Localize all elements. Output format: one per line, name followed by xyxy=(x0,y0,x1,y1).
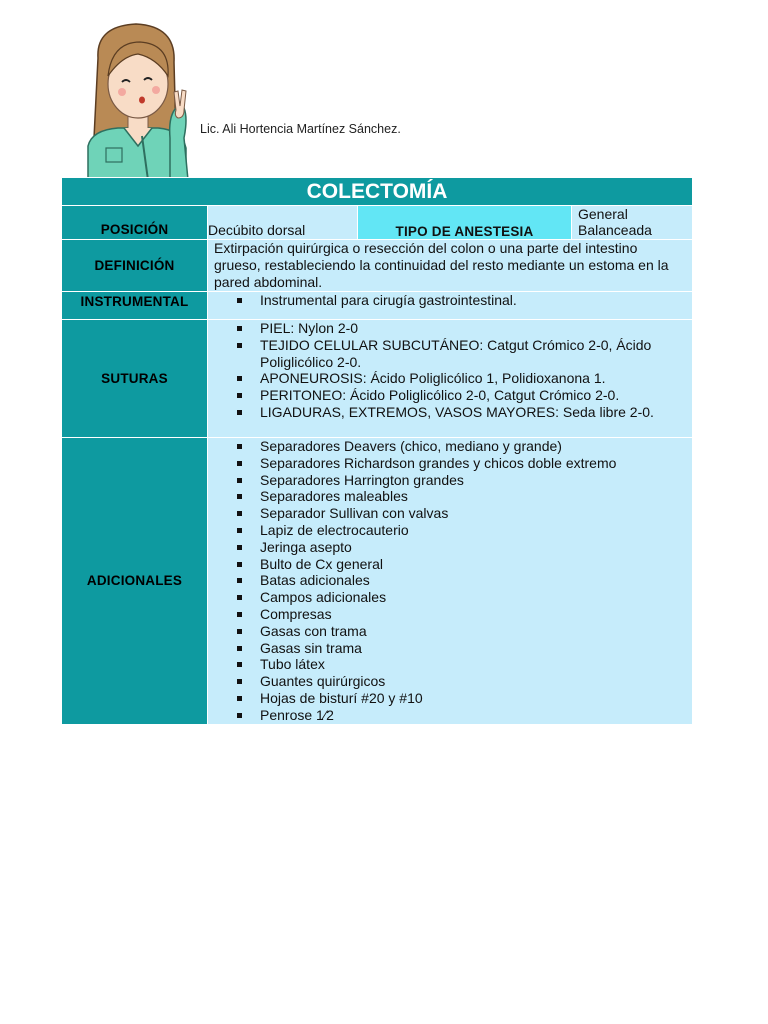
adicionales-row xyxy=(62,438,693,725)
list-item: Batas adicionales xyxy=(260,572,692,589)
list-item: Gasas con trama xyxy=(260,623,692,640)
list-item: PIEL: Nylon 2-0 xyxy=(260,320,682,337)
posicion-label: POSICIÓN xyxy=(62,206,208,240)
anestesia-label: TIPO DE ANESTESIA xyxy=(358,206,572,240)
procedure-table xyxy=(61,177,693,725)
adicionales-label: ADICIONALES xyxy=(62,438,208,725)
title-row xyxy=(62,178,693,206)
list-item: Hojas de bisturí #20 y #10 xyxy=(260,690,692,707)
list-item: Separadores Richardson grandes y chicos doble extremo xyxy=(260,455,692,472)
suturas-list-cell xyxy=(208,320,693,438)
list-item: PERITONEO: Ácido Poliglicólico 2-0, Catgut Crómico 2-0. xyxy=(260,387,682,404)
list-item: Separadores maleables xyxy=(260,488,692,505)
suturas-label: SUTURAS xyxy=(62,320,208,438)
list-item: Lapiz de electrocauterio xyxy=(260,522,692,539)
author-name: Lic. Ali Hortencia Martínez Sánchez. xyxy=(200,122,401,136)
list-item: Campos adicionales xyxy=(260,589,692,606)
adicionales-list-cell xyxy=(208,438,693,725)
list-item: Compresas xyxy=(260,606,692,623)
list-item: Separadores Deavers (chico, mediano y grande) xyxy=(260,438,692,455)
list-item: Guantes quirúrgicos xyxy=(260,673,692,690)
list-item: APONEUROSIS: Ácido Poliglicólico 1, Polidioxanona 1. xyxy=(260,370,682,387)
adicionales-list xyxy=(208,438,692,724)
anestesia-value: General Balanceada xyxy=(572,206,693,240)
list-item: Jeringa asepto xyxy=(260,539,692,556)
definicion-label: DEFINICIÓN xyxy=(62,240,208,292)
list-item: TEJIDO CELULAR SUBCUTÁNEO: Catgut Crómico 2-0, Ácido Poliglicólico 2-0. xyxy=(260,337,682,371)
posicion-row xyxy=(62,206,693,240)
suturas-row xyxy=(62,320,693,438)
list-item: Tubo látex xyxy=(260,656,692,673)
suturas-list xyxy=(208,320,692,421)
list-item: Instrumental para cirugía gastrointestinal. xyxy=(260,292,692,309)
instrumental-label: INSTRUMENTAL xyxy=(62,292,208,320)
list-item: LIGADURAS, EXTREMOS, VASOS MAYORES: Seda libre 2-0. xyxy=(260,404,682,421)
definicion-value: Extirpación quirúrgica o resección del colon o una parte del intestino grueso, restableciendo la continuidad del resto mediante un estoma en la pared abdominal. xyxy=(208,240,693,292)
nurse-illustration xyxy=(78,18,200,180)
list-item: Separador Sullivan con valvas xyxy=(260,505,692,522)
list-item: Separadores Harrington grandes xyxy=(260,472,692,489)
posicion-value: Decúbito dorsal xyxy=(208,206,358,240)
list-item: Bulto de Cx general xyxy=(260,556,692,573)
list-item: Penrose 1⁄2 xyxy=(260,707,692,724)
instrumental-list xyxy=(208,292,692,309)
procedure-title: COLECTOMÍA xyxy=(62,178,693,206)
list-item: Gasas sin trama xyxy=(260,640,692,657)
instrumental-list-cell xyxy=(208,292,693,320)
instrumental-row xyxy=(62,292,693,320)
definicion-row xyxy=(62,240,693,292)
